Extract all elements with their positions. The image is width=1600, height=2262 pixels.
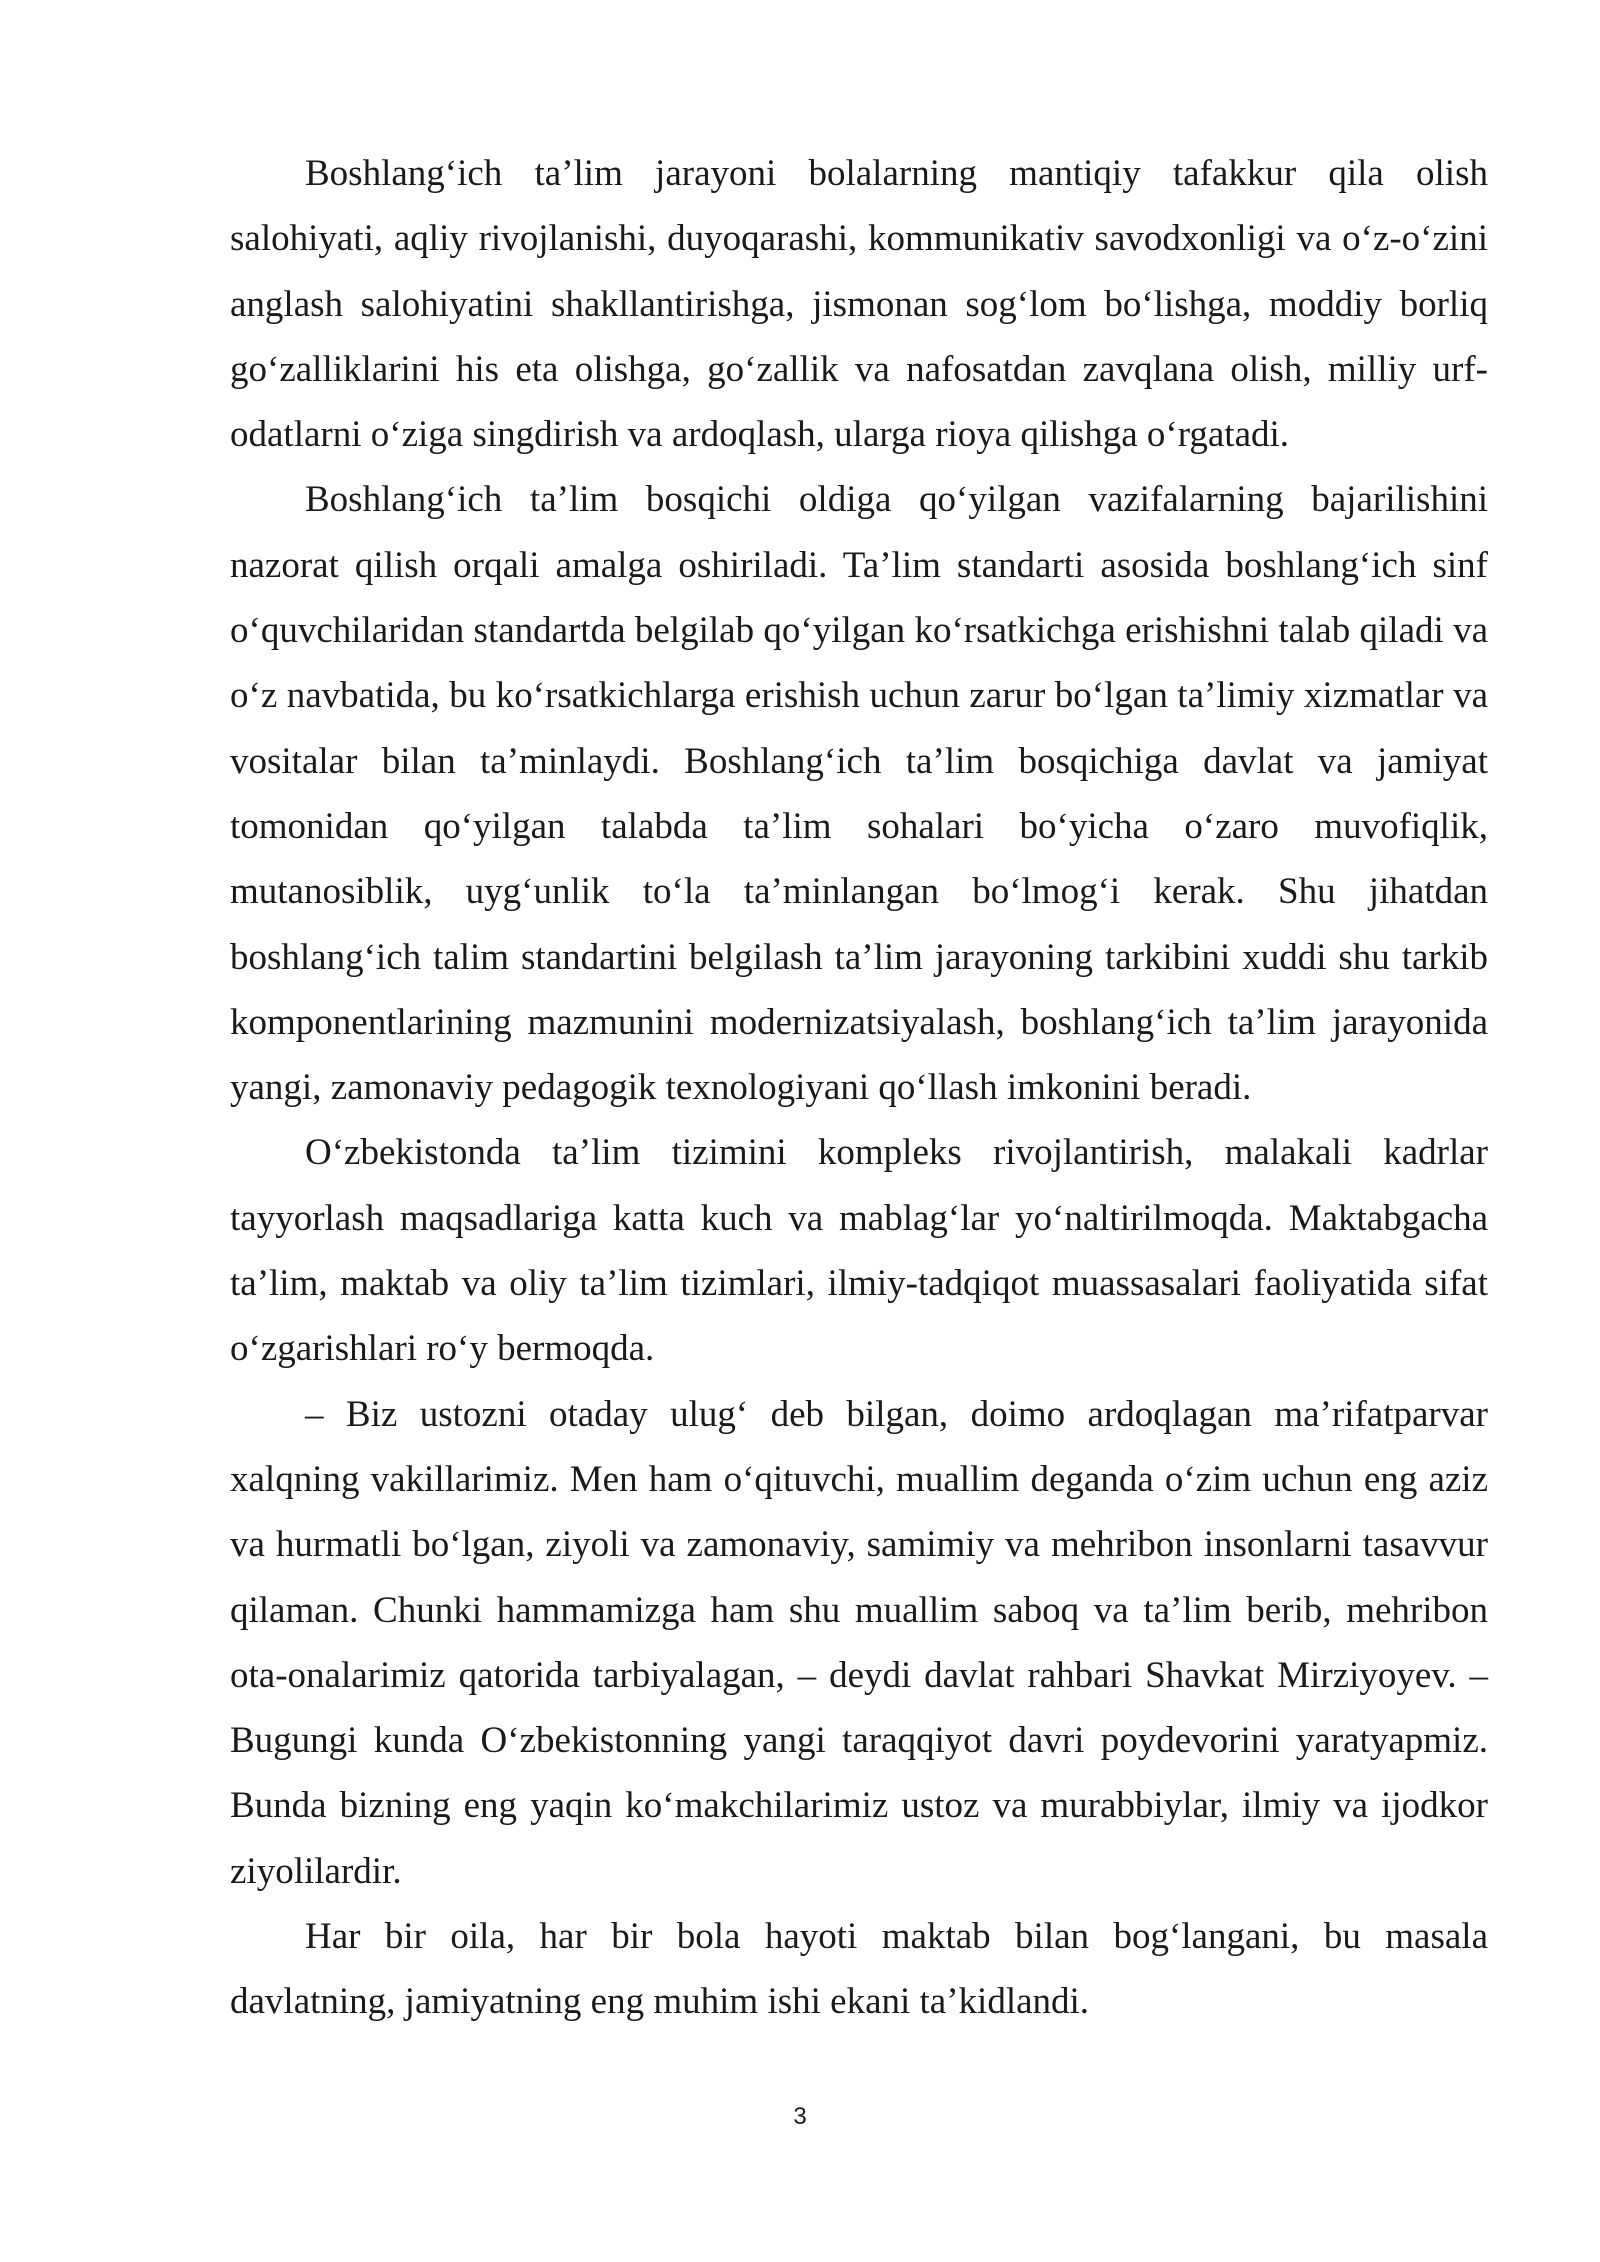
paragraph-4: – Biz ustozni otaday ulug‘ deb bilgan, doimo ardoqlagan ma’rifatparvar xalqning vakillarimiz. Men ham o‘qituvchi, muallim deganda o‘zim uchun eng aziz va hurmatli bo‘lgan, ziyoli va zamonaviy, samimiy va mehribon insonlarni tasavvur qilaman. Chunki hammamizga ham shu muallim saboq va ta’lim berib, mehribon ota-onalarimiz qatorida tarbiyalagan, – deydi davlat rahbari Shavkat Mirziyoyev. – Bugungi kunda O‘zbekistonning yangi taraqqiyot davri poydevorini yaratyapmiz. Bunda bizning eng yaqin ko‘makchilarimiz ustoz va murabbiylar, ilmiy va ijodkor ziyolilardir. <box>230 1393 1488 1892</box>
document-body <box>230 141 1488 2035</box>
paragraph-1: Boshlang‘ich ta’lim jarayoni bolalarning mantiqiy tafakkur qila olish salohiyati, aqliy rivojlanishi, duyoqarashi, kommunikativ savodxonligi va o‘z-o‘zini anglash salohiyatini shakllantirishga, jismonan sog‘lom bo‘lishga, moddiy borliq go‘zalliklarini his eta olishga, go‘zallik va nafosatdan zavqlana olish, milliy urf-odatlarni o‘ziga singdirish va ardoqlash, ularga rioya qilishga o‘rgatadi. <box>230 153 1488 456</box>
page-number: 3 <box>793 2103 807 2130</box>
paragraph-3: O‘zbekistonda ta’lim tizimini kompleks rivojlantirish, malakali kadrlar tayyorlash maqsadlariga katta kuch va mablag‘lar yo‘naltirilmoqda. Maktabgacha ta’lim, maktab va oliy ta’lim tizimlari, ilmiy-tadqiqot muassasalari faoliyatida sifat o‘zgarishlari ro‘y bermoqda. <box>230 1132 1488 1370</box>
paragraph-2: Boshlang‘ich ta’lim bosqichi oldiga qo‘yilgan vazifalarning bajarilishini nazorat qilish orqali amalga oshiriladi. Ta’lim standarti asosida boshlang‘ich sinf o‘quvchilaridan standartda belgilab qo‘yilgan ko‘rsatkichga erishishni talab qiladi va o‘z navbatida, bu ko‘rsatkichlarga erishish uchun zarur bo‘lgan ta’limiy xizmatlar va vositalar bilan ta’minlaydi. Boshlang‘ich ta’lim bosqichiga davlat va jamiyat tomonidan qo‘yilgan talabda ta’lim sohalari bo‘yicha o‘zaro muvofiqlik, mutanosiblik, uyg‘unlik to‘la ta’minlangan bo‘lmog‘i kerak. Shu jihatdan boshlang‘ich talim standartini belgilash ta’lim jarayoning tarkibini xuddi shu tarkib komponentlarining mazmunini modernizatsiyalash, boshlang‘ich ta’lim jarayonida yangi, zamonaviy pedagogik texnologiyani qo‘llash imkonini beradi. <box>230 479 1488 1109</box>
paragraph-5: Har bir oila, har bir bola hayoti maktab bilan bog‘langani, bu masala davlatning, jamiyatning eng muhim ishi ekani ta’kidlandi. <box>230 1916 1488 2023</box>
